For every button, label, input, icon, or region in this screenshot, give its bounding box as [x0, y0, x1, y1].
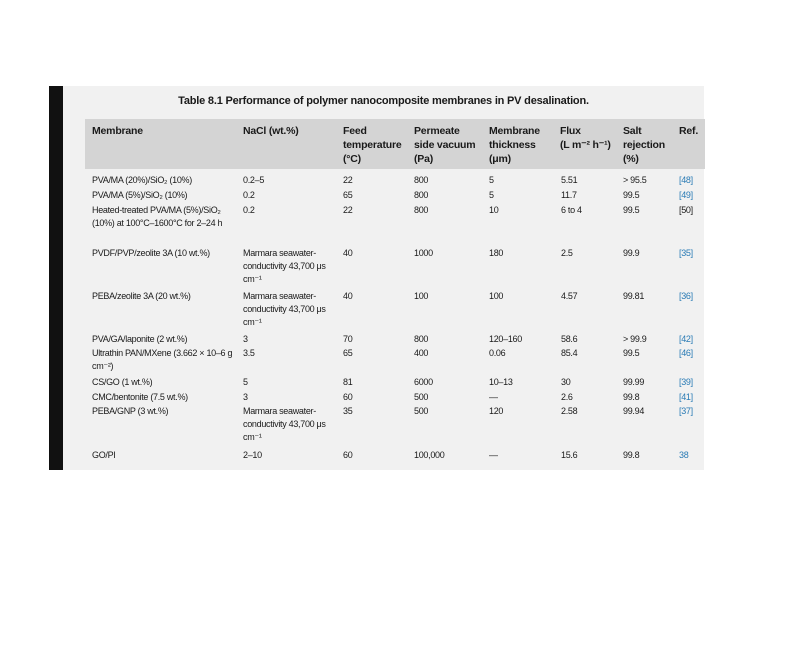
cell-salt: > 99.9	[623, 334, 647, 344]
ref-link[interactable]: [35]	[679, 248, 693, 258]
cell-flux: 2.6	[561, 392, 573, 402]
cell-membrane: Heated-treated PVA/MA (5%)/SiO₂ (10%) at 100°C–1600°C for 2–24 h	[92, 205, 223, 228]
cell-thickness: 120–160	[489, 334, 522, 344]
cell-flux: 4.57	[561, 291, 578, 301]
cell-nacl: 5	[243, 377, 248, 387]
cell-salt: 99.99	[623, 377, 645, 387]
header-ref: Ref.	[679, 125, 699, 137]
cell-nacl: 0.2–5	[243, 175, 265, 185]
cell-nacl: 0.2	[243, 190, 255, 200]
cell-salt: 99.5	[623, 205, 640, 215]
cell-feed: 35	[343, 406, 353, 416]
cell-permeate: 1000	[414, 248, 433, 258]
cell-membrane: GO/PI	[92, 450, 116, 460]
table-caption: Table 8.1 Performance of polymer nanocomposite membranes in PV desalination.	[178, 95, 589, 107]
cell-flux: 11.7	[561, 190, 577, 200]
cell-permeate: 500	[414, 406, 429, 416]
ref-link[interactable]: [46]	[679, 348, 693, 358]
cell-permeate: 800	[414, 205, 429, 215]
cell-thickness: 10	[489, 205, 499, 215]
cell-permeate: 400	[414, 348, 429, 358]
cell-nacl: Marmara seawater-conductivity 43,700 μs cm⁻¹	[243, 291, 326, 327]
cell-nacl: 3	[243, 392, 248, 402]
cell-feed: 65	[343, 348, 353, 358]
ref-link[interactable]: [49]	[679, 190, 693, 200]
cell-nacl: Marmara seawater-conductivity 43,700 μs cm⁻¹	[243, 406, 326, 442]
left-accent-bar	[49, 86, 63, 470]
cell-thickness: 180	[489, 248, 504, 258]
header-permeate-vacuum: Permeate side vacuum (Pa)	[414, 125, 476, 165]
cell-membrane: CS/GO (1 wt.%)	[92, 377, 153, 387]
cell-flux: 6 to 4	[561, 205, 582, 215]
cell-salt: 99.81	[623, 291, 645, 301]
ref-link[interactable]: 38	[679, 450, 689, 460]
cell-flux: 30	[561, 377, 571, 387]
cell-feed: 70	[343, 334, 353, 344]
cell-thickness: —	[489, 392, 498, 402]
cell-flux: 2.5	[561, 248, 573, 258]
header-salt-rejection: Salt rejection (%)	[623, 125, 665, 165]
cell-membrane: PVA/MA (20%)/SiO₂ (10%)	[92, 175, 192, 185]
cell-flux: 2.58	[561, 406, 578, 416]
cell-nacl: Marmara seawater-conductivity 43,700 μs cm⁻¹	[243, 248, 326, 284]
cell-thickness: 5	[489, 190, 494, 200]
cell-nacl: 3	[243, 334, 248, 344]
ref-link[interactable]: [37]	[679, 406, 693, 416]
cell-permeate: 800	[414, 190, 429, 200]
cell-membrane: PVA/GA/laponite (2 wt.%)	[92, 334, 188, 344]
header-flux: Flux (L m⁻² h⁻¹)	[560, 125, 611, 151]
cell-permeate: 800	[414, 334, 429, 344]
cell-salt: 99.5	[623, 348, 640, 358]
cell-thickness: 10–13	[489, 377, 513, 387]
ref-link[interactable]: [39]	[679, 377, 693, 387]
cell-feed: 60	[343, 450, 353, 460]
cell-thickness: 120	[489, 406, 504, 416]
cell-flux: 15.6	[561, 450, 578, 460]
cell-feed: 22	[343, 175, 353, 185]
cell-permeate: 800	[414, 175, 429, 185]
header-nacl: NaCl (wt.%)	[243, 125, 299, 137]
cell-feed: 40	[343, 291, 353, 301]
cell-feed: 60	[343, 392, 353, 402]
header-membrane-thickness: Membrane thickness (μm)	[489, 125, 540, 165]
cell-membrane: PVDF/PVP/zeolite 3A (10 wt.%)	[92, 248, 210, 258]
header-membrane: Membrane	[92, 125, 143, 137]
cell-feed: 22	[343, 205, 353, 215]
cell-salt: 99.9	[623, 248, 640, 258]
cell-permeate: 500	[414, 392, 429, 402]
cell-flux: 5.51	[561, 175, 578, 185]
ref-link[interactable]: [36]	[679, 291, 693, 301]
ref-link[interactable]: [50]	[679, 205, 693, 215]
cell-feed: 40	[343, 248, 353, 258]
cell-flux: 58.6	[561, 334, 578, 344]
cell-permeate: 6000	[414, 377, 433, 387]
cell-thickness: 5	[489, 175, 494, 185]
cell-membrane: Ultrathin PAN/MXene (3.662 × 10–6 g cm⁻²)	[92, 348, 233, 371]
cell-membrane: PVA/MA (5%)/SiO₂ (10%)	[92, 190, 188, 200]
cell-thickness: —	[489, 450, 498, 460]
cell-membrane: CMC/bentonite (7.5 wt.%)	[92, 392, 188, 402]
cell-membrane: PEBA/GNP (3 wt.%)	[92, 406, 169, 416]
cell-thickness: 100	[489, 291, 504, 301]
cell-permeate: 100	[414, 291, 429, 301]
cell-nacl: 0.2	[243, 205, 255, 215]
header-feed-temperature: Feed temperature (°C)	[343, 125, 402, 165]
cell-salt: 99.8	[623, 450, 640, 460]
cell-salt: > 95.5	[623, 175, 647, 185]
cell-thickness: 0.06	[489, 348, 506, 358]
cell-flux: 85.4	[561, 348, 578, 358]
ref-link[interactable]: [41]	[679, 392, 693, 402]
cell-feed: 65	[343, 190, 353, 200]
ref-link[interactable]: [42]	[679, 334, 693, 344]
cell-permeate: 100,000	[414, 450, 445, 460]
cell-membrane: PEBA/zeolite 3A (20 wt.%)	[92, 291, 191, 301]
cell-feed: 81	[343, 377, 353, 387]
ref-link[interactable]: [48]	[679, 175, 693, 185]
cell-salt: 99.94	[623, 406, 645, 416]
cell-salt: 99.8	[623, 392, 640, 402]
cell-nacl: 2–10	[243, 450, 262, 460]
cell-nacl: 3.5	[243, 348, 255, 358]
cell-salt: 99.5	[623, 190, 640, 200]
